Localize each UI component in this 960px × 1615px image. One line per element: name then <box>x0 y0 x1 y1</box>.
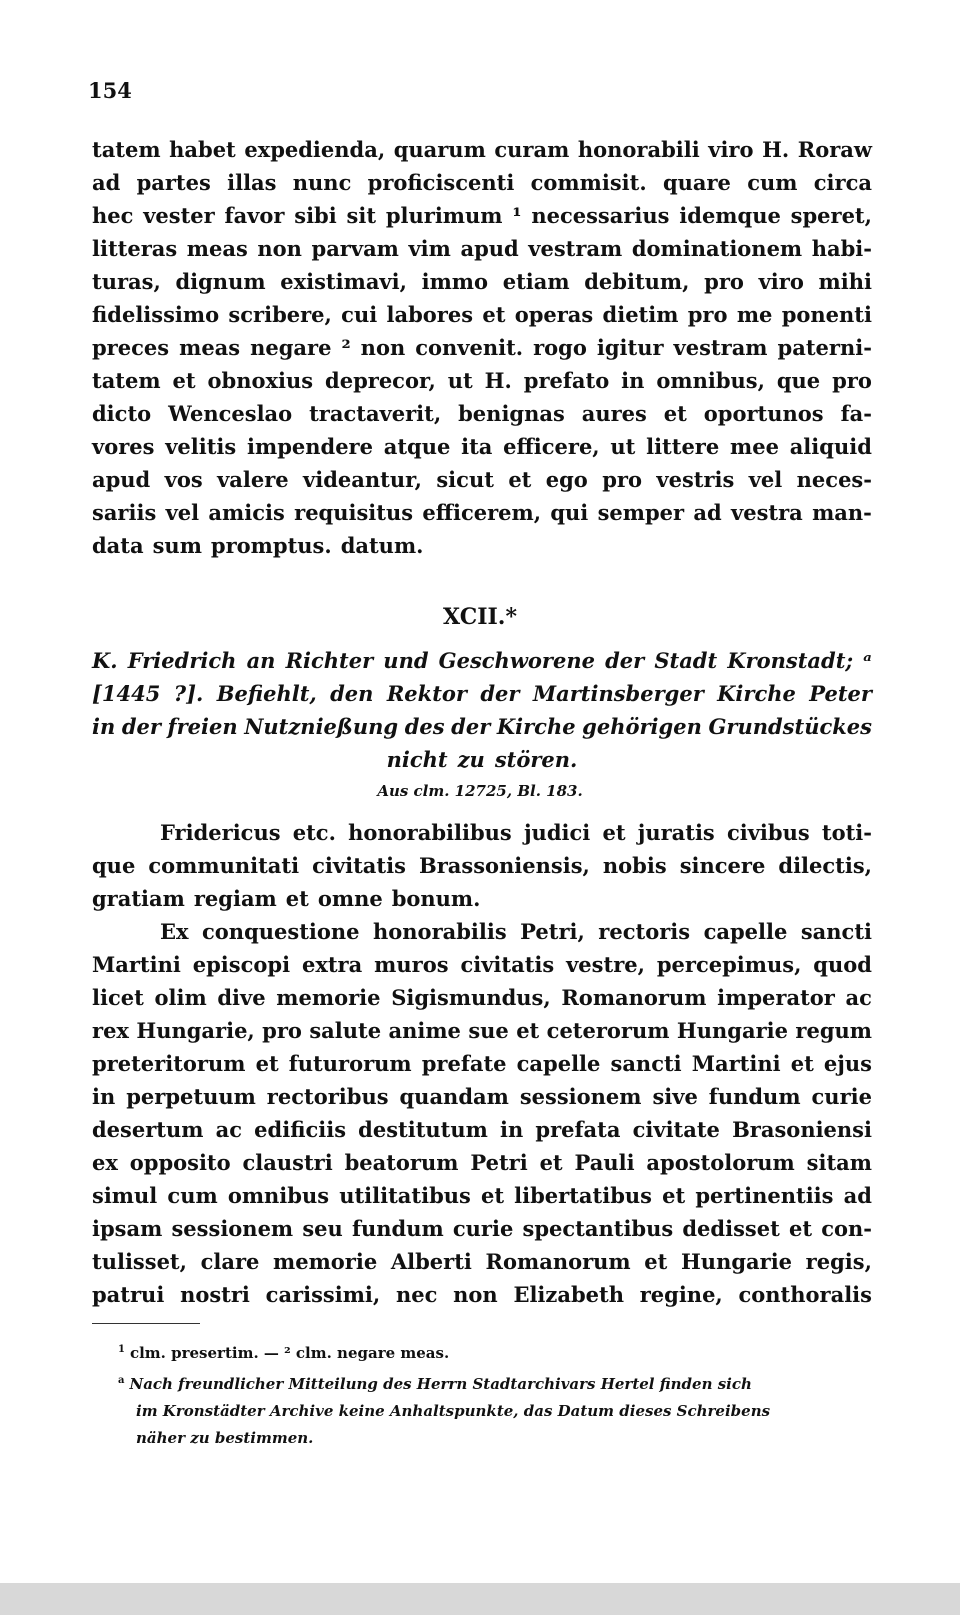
footnote-text: Nach freundlicher Mitteilung des Herrn Stadtarchivars Hertel finden sich <box>129 1375 752 1393</box>
text-line: turas, dignum existimavi, immo etiam debitum, pro viro mihi <box>92 269 872 294</box>
text-line: tatem habet expedienda, quarum curam honorabili viro H. Roraw <box>92 137 872 162</box>
footnote-divider <box>92 1323 200 1324</box>
scan-edge <box>0 1583 960 1615</box>
text-line: apud vos valere videantur, sicut et ego pro vestris vel neces- <box>92 467 872 492</box>
text-line: tulisset, clare memorie Alberti Romanorum et Hungarie regis, <box>92 1249 872 1274</box>
main-text-block <box>92 816 872 1311</box>
source-reference: Aus clm. 12725, Bl. 183. <box>377 782 583 800</box>
footnote-continuation <box>118 1425 848 1452</box>
text-line: ipsam sessionem seu fundum curie spectantibus dedisset et con- <box>92 1216 872 1241</box>
text-line: gratiam regiam et omne bonum. <box>92 886 481 911</box>
page-number: 154 <box>88 78 132 103</box>
text-line: rex Hungarie, pro salute anime sue et ceterorum Hungarie regum <box>92 1018 872 1043</box>
text-line: Ex conquestione honorabilis Petri, rectoris capelle sancti <box>160 919 872 944</box>
text-line: Martini episcopi extra muros civitatis vestre, percepimus, quod <box>92 952 872 977</box>
heading-line: in der freien Nutznießung des der Kirche gehörigen Grundstückes <box>92 714 872 739</box>
text-line: que communitati civitatis Brassoniensis, nobis sincere dilectis, <box>92 853 872 878</box>
text-line: Fridericus etc. honorabilibus judici et juratis civibus toti- <box>160 820 872 845</box>
footnote-1 <box>118 1336 848 1367</box>
text-line: hec vester favor sibi sit plurimum ¹ necessarius idemque speret, <box>92 203 872 228</box>
text-line: ad partes illas nunc proficiscenti commisit. quare cum circa <box>92 170 872 195</box>
footnote-a <box>118 1367 848 1398</box>
document-heading <box>92 644 872 776</box>
text-line: desertum ac edificiis destitutum in prefata civitate Brasoniensi <box>92 1117 872 1142</box>
footnote-text: im Kronstädter Archive keine Anhaltspunkte, das Datum dieses Schreibens <box>136 1402 771 1420</box>
text-line: preces meas negare ² non convenit. rogo igitur vestram paterni- <box>92 335 872 360</box>
text-line: dicto Wenceslao tractaverit, benignas aures et oportunos fa- <box>92 401 872 426</box>
top-text-block <box>92 133 872 562</box>
text-line: preteritorum et futurorum prefate capelle sancti Martini et ejus <box>92 1051 872 1076</box>
text-line: patrui nostri carissimi, nec non Elizabeth regine, conthoralis <box>92 1282 872 1307</box>
footnote-mark: a <box>118 1375 125 1386</box>
heading-line: nicht zu stören. <box>386 747 578 772</box>
footnote-mark: 1 <box>118 1344 125 1355</box>
text-line: ex opposito claustri beatorum Petri et Pauli apostolorum sitam <box>92 1150 872 1175</box>
text-line: simul cum omnibus utilitatibus et libertatibus et pertinentiis ad <box>92 1183 872 1208</box>
text-line: fidelissimo scribere, cui labores et operas dietim pro me ponenti <box>92 302 872 327</box>
text-line: litteras meas non parvam vim apud vestram dominationem habi- <box>92 236 872 261</box>
text-line: data sum promptus. datum. <box>92 533 424 558</box>
text-line: licet olim dive memorie Sigismundus, Romanorum imperator ac <box>92 985 872 1010</box>
text-line: in perpetuum rectoribus quandam sessionem sive fundum curie <box>92 1084 872 1109</box>
footnote-text: näher zu bestimmen. <box>136 1429 314 1447</box>
footnote-text: clm. presertim. — ² clm. negare meas. <box>129 1344 450 1362</box>
text-line: vores velitis impendere atque ita efficere, ut littere mee aliquid <box>92 434 872 459</box>
heading-line: [1445 ?]. Befiehlt, den Rektor der Martinsberger Kirche Peter <box>92 681 872 706</box>
heading-line: K. Friedrich an Richter und Geschworene der Stadt Kronstadt; ᵃ <box>92 648 872 673</box>
document-number: XCII.* <box>443 604 517 630</box>
footnotes <box>118 1336 848 1452</box>
footnote-continuation <box>118 1398 848 1425</box>
text-line: sariis vel amicis requisitus efficerem, qui semper ad vestra man- <box>92 500 872 525</box>
text-line: tatem et obnoxius deprecor, ut H. prefato in omnibus, que pro <box>92 368 872 393</box>
